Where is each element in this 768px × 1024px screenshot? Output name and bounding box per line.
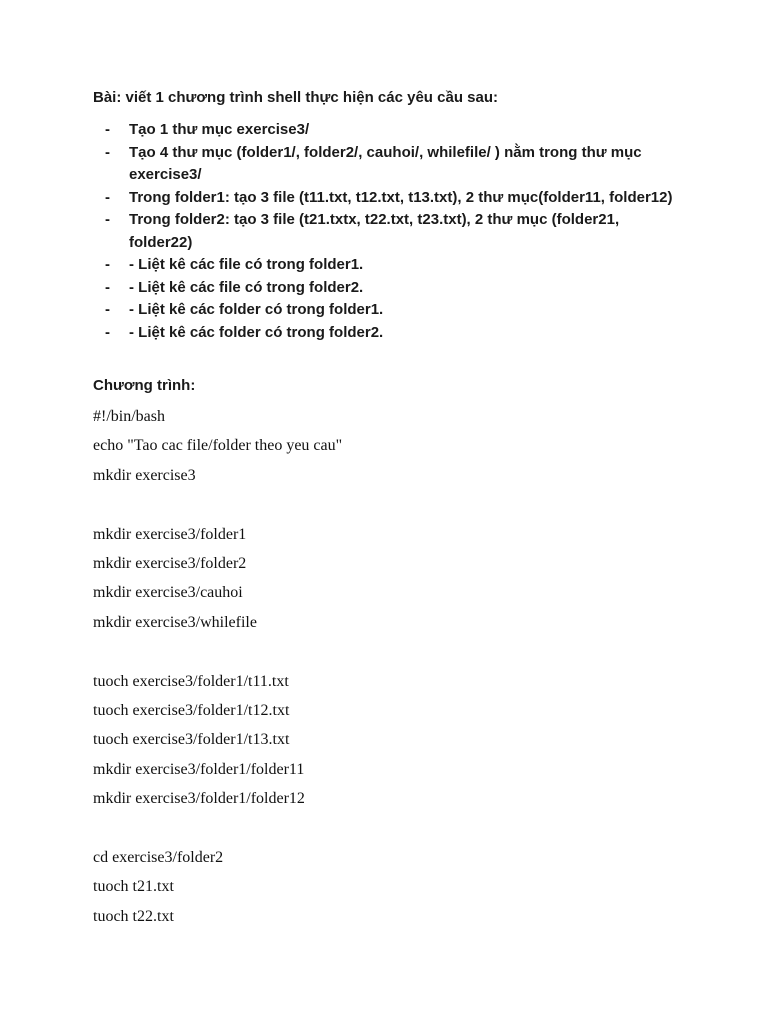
- code-line: mkdir exercise3: [93, 466, 196, 484]
- requirement-text: Tạo 1 thư mục exercise3/: [129, 121, 310, 138]
- code-line: mkdir exercise3/whilefile: [93, 613, 257, 631]
- requirement-text: - Liệt kê các file có trong folder2.: [129, 278, 364, 296]
- requirement-text: - Liệt kê các folder có trong folder2.: [129, 323, 384, 341]
- requirement-item: [93, 142, 673, 187]
- bullet-dash: -: [105, 278, 110, 296]
- bullet-dash: -: [105, 256, 110, 273]
- bullet-dash: -: [105, 143, 110, 161]
- requirement-text: Trong folder1: tạo 3 file (t11.txt, t12.txt, t13.txt), 2 thư mục(folder11, folder12): [129, 188, 673, 206]
- code-line: mkdir exercise3/cauhoi: [93, 584, 243, 602]
- requirement-text: - Liệt kê các folder có trong folder1.: [129, 301, 384, 318]
- requirement-item: [93, 254, 673, 277]
- bullet-dash: -: [105, 323, 110, 341]
- bullet-dash: -: [105, 121, 110, 138]
- code-line: tuoch exercise3/folder1/t12.txt: [93, 701, 290, 719]
- requirement-item: [93, 209, 673, 254]
- code-line: mkdir exercise3/folder1/folder12: [93, 790, 305, 808]
- requirement-item: [93, 299, 673, 322]
- code-line: mkdir exercise3/folder1/folder11: [93, 760, 305, 778]
- requirement-item: [93, 277, 673, 300]
- bullet-dash: -: [105, 188, 110, 206]
- code-line: tuoch t21.txt: [93, 878, 174, 896]
- code-line: mkdir exercise3/folder2: [93, 554, 247, 572]
- code-line: tuoch t22.txt: [93, 907, 174, 925]
- bullet-dash: -: [105, 301, 110, 318]
- program-label: Chương trình:: [93, 377, 196, 394]
- exercise-heading: Bài: viết 1 chương trình shell thực hiện các yêu cầu sau:: [93, 89, 498, 106]
- requirement-item: [93, 187, 673, 210]
- code-line: #!/bin/bash: [93, 408, 165, 425]
- requirement-item: [93, 119, 673, 142]
- requirement-text: Trong folder2: tạo 3 file (t21.txtx, t22.txt, t23.txt), 2 thư mục (folder21, folder22): [129, 211, 620, 251]
- requirement-text: - Liệt kê các file có trong folder1.: [129, 256, 364, 273]
- code-line: tuoch exercise3/folder1/t13.txt: [93, 731, 290, 749]
- requirement-text: Tạo 4 thư mục (folder1/, folder2/, cauhoi/, whilefile/ ) nằm trong thư mục exercise3/: [129, 143, 642, 183]
- code-line: [93, 641, 693, 670]
- code-line: cd exercise3/folder2: [93, 848, 224, 866]
- code-line: mkdir exercise3/folder1: [93, 525, 247, 543]
- code-line: tuoch exercise3/folder1/t11.txt: [93, 672, 289, 690]
- code-block: [93, 406, 693, 935]
- requirement-item: [93, 322, 673, 345]
- code-line: echo "Tao cac file/folder theo yeu cau": [93, 437, 343, 455]
- bullet-dash: -: [105, 211, 110, 228]
- requirements-list: [93, 119, 673, 344]
- code-line: [93, 494, 693, 523]
- code-line: [93, 817, 693, 846]
